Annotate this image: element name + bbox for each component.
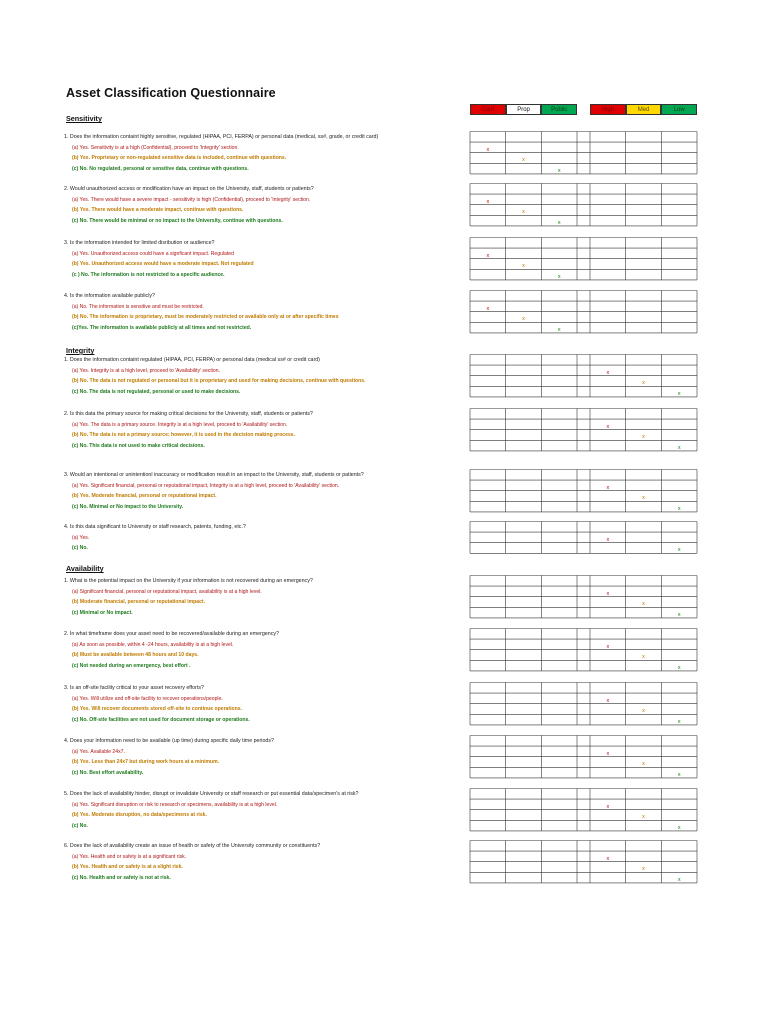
column-header-low: Low <box>661 104 697 115</box>
answer-mark: x <box>677 611 681 618</box>
answer-option: (c) No. There would be minimal or no impact to the University, continue with questions. <box>72 217 283 224</box>
question-text: 2. Is this data the primary source for making critical decisions for the University, staff, students or patients? <box>64 411 313 417</box>
answer-mark: x <box>606 697 610 704</box>
answer-mark: x <box>606 484 610 491</box>
answer-mark: x <box>522 157 525 164</box>
answer-mark: x <box>557 167 561 174</box>
question-text: 4. Is the information available publicly? <box>64 293 155 299</box>
answer-option: (b) Moderate financial, personal or reputational impact. <box>72 599 206 606</box>
answer-option: (a) Yes. Will utilize and off-site facility to recover operations/people. <box>72 695 223 702</box>
question-text: 6. Does the lack of availability create an issue of health or safety of the University community or constituents? <box>64 843 321 849</box>
answer-mark: x <box>606 855 610 862</box>
column-header-high: High <box>590 104 626 115</box>
answer-option: (c) No. The data is not regulated, personal or used to make decisions. <box>72 388 241 395</box>
answer-option: (b) No. The information is proprietary, must be moderately restricted or available only at or after specific times <box>72 314 339 321</box>
column-header-public: Public <box>541 104 577 115</box>
answer-mark: x <box>557 326 561 333</box>
answer-mark: x <box>606 536 610 543</box>
answer-mark: x <box>557 273 561 280</box>
answer-option: (a) Yes. Available 24x7. <box>72 748 125 755</box>
answer-mark: x <box>677 876 681 883</box>
answer-option: (a) Significant financial, personal or reputational impact, availability is at a high level. <box>72 588 262 595</box>
answer-mark: x <box>642 380 645 387</box>
answer-option: (b) Yes. Proprietary or non-regulated sensitive data is included, continue with questions. <box>72 155 287 162</box>
question-text: 2. Would unauthorized access or modification have an impact on the University, staff, students or patients? <box>64 186 314 192</box>
answer-option: (c ) No. The information is not restricted to a specific audience. <box>72 271 225 278</box>
question-text: 2. In what timeframe does your asset need to be recovered/available during an emergency? <box>64 631 279 637</box>
question-text: 1. What is the potential impact on the University if your information is not recovered during an emergency? <box>64 578 313 584</box>
section-heading-availability: Availability <box>66 564 104 573</box>
answer-option: (c) No. Minimal or No impact to the University. <box>72 503 184 510</box>
answer-mark: x <box>606 803 610 810</box>
answer-mark: x <box>642 495 645 502</box>
answer-option: (b) No. The data is not a primary source; however, it is used in the decision making process. <box>72 432 296 439</box>
answer-option: (a) Yes. Significant disruption or risk to research or specimens, availability is at a high level. <box>72 801 278 808</box>
answer-mark: x <box>486 198 490 205</box>
question-text: 3. Is the information intended for limited disribution or audience? <box>64 240 215 246</box>
answer-mark: x <box>606 369 610 376</box>
answer-option: (b) Yes. There would have a moderate impact, continue with questions. <box>72 207 244 214</box>
answer-option: (b) Yes. Health and or safety is at a slight risk. <box>72 864 183 871</box>
answer-mark: x <box>677 444 681 451</box>
answer-option: (c) No. This data is not used to make critical decisions. <box>72 442 205 449</box>
answer-mark: x <box>522 263 525 270</box>
answer-mark: x <box>642 601 645 608</box>
answer-option: (c) No. <box>72 822 88 829</box>
question-text: 4. Is this data significant to University or staff research, patents, funding, etc.? <box>64 524 246 530</box>
question-text: 1. Does the information containt regulated (HIPAA, PCI, FERPA) or personal data (medical ss# or credit card) <box>64 357 320 363</box>
answer-mark: x <box>522 209 525 216</box>
question-text: 1. Does the information containt highly sensitive, regulated (HIPAA, PCI, FERPA) or personal data (medical, ss#, grade, or credit card) <box>64 134 379 140</box>
answer-option: (c)Yes. The information is available publicly at all times and not restricted. <box>72 324 252 331</box>
answer-mark: x <box>642 434 645 441</box>
answer-mark: x <box>642 708 645 715</box>
answer-option: (c) No. Health and or safety is not at risk. <box>72 874 171 881</box>
answer-mark: x <box>642 866 645 873</box>
answer-mark: x <box>677 771 681 778</box>
answer-option: (a) Yes. Health and or safety is at a significant risk. <box>72 853 187 860</box>
question-text: 5. Does the lack of availability hinder, disrupt or invalidate University or staff research or put essential data/specimen's at risk? <box>64 791 359 797</box>
answer-option: (b) Yes. Will recover documents stored off-site to continue operations. <box>72 706 242 713</box>
answer-mark: x <box>642 814 645 821</box>
section-heading-sensitivity: Sensitivity <box>66 114 102 123</box>
answer-option: (c) No. Off-site facilities are not used for document storage or operations. <box>72 716 250 723</box>
answer-mark: x <box>677 718 681 725</box>
answer-option: (a) Yes. Unauthorized access could have a signficant impact. Regulated <box>72 250 234 257</box>
answer-mark: x <box>522 316 525 323</box>
answer-option: (c) Not needed during an emergency, best effort . <box>72 662 191 669</box>
page-title: Asset Classification Questionnaire <box>66 86 276 100</box>
answer-mark: x <box>606 590 610 597</box>
answer-mark: x <box>677 547 681 554</box>
answer-mark: x <box>642 654 645 661</box>
answer-mark: x <box>606 643 610 650</box>
answer-option: (c) No. Best effort availability. <box>72 769 144 776</box>
answer-mark: x <box>677 664 681 671</box>
answer-mark: x <box>606 423 610 430</box>
answer-option: (b) Yes. Unauthorized access would have a moderate impact. Not regulated <box>72 261 254 268</box>
answer-option: (b) Yes. Moderate financial, personal or reputational impact. <box>72 493 217 500</box>
question-text: 4. Does your information need to be available (up time) during specific daily time periods? <box>64 738 274 744</box>
answer-option: (a) Yes. The data is a primary source. Integrity is at a high level, proceed to 'Availability' section. <box>72 421 288 428</box>
column-header-med: Med <box>626 104 662 115</box>
answer-option: (b) Yes. Moderate disruption, no data/specimens at risk. <box>72 812 207 819</box>
answer-mark: x <box>677 824 681 831</box>
answer-option: (c) Minimal or No impact. <box>72 609 133 616</box>
answer-option: (a) Yes. Sensitivity is at a high (Confidential), proceed to 'Integrity' section. <box>72 144 239 151</box>
answer-option: (a) As soon as possible, within 4 -24 hours, availability is at a high level. <box>72 641 234 648</box>
column-header-conf: Conf <box>470 104 506 115</box>
answer-option: (a) Yes. There would have a severe impact - sensitivity is high (Confidential), proceed to 'Integrity' section. <box>72 196 311 203</box>
answer-option: (b) No. The data is not regulated or personal but it is proprietary and used for making decisions, continue with questions. <box>72 378 366 385</box>
answer-mark: x <box>606 750 610 757</box>
answer-mark: x <box>486 252 490 259</box>
answer-option: (a) Yes. Significant financial, personal or reputational impact, Integrity is at a high level, proceed to 'Availability' section. <box>72 482 340 489</box>
answer-mark: x <box>557 219 561 226</box>
answer-mark: x <box>642 761 645 768</box>
answer-option: (b) Yes. Less than 24x7 but during work hours at a minimum. <box>72 759 220 766</box>
answer-mark: x <box>677 505 681 512</box>
question-text: 3. Is an off-site facility critical to your asset recovery efforts? <box>64 685 204 691</box>
answer-option: (a) Yes. Integrity is at a high level, proceed to 'Availability' section. <box>72 367 220 374</box>
answer-option: (a) Yes. <box>72 534 90 541</box>
section-heading-integrity: Integrity <box>66 346 95 355</box>
answer-mark: x <box>486 305 490 312</box>
answer-option: (b) Must be available between 48 hours and 10 days. <box>72 652 199 659</box>
column-header-prop: Prop <box>506 104 542 115</box>
answer-option: (c) No. <box>72 545 88 552</box>
answer-mark: x <box>677 390 681 397</box>
answer-option: (c) No. No regulated, personal or sensitive data, continue with questions. <box>72 165 249 172</box>
answer-mark: x <box>486 146 490 153</box>
answer-option: (a) No. The information is sensitive and must be restricted. <box>72 303 204 310</box>
question-text: 3. Would an intentional or unintentionl inaccuracy or modification result in an impact to the University, staff, students or patients? <box>64 472 364 478</box>
